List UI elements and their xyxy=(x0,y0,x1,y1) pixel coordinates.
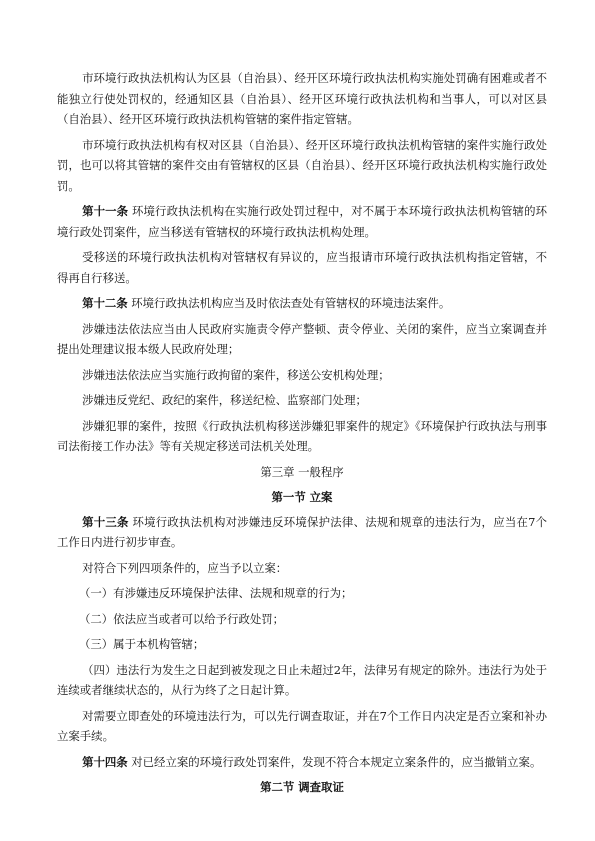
article-text: 环境行政执法机构应当及时依法查处有管辖权的环境违法案件。 xyxy=(127,296,451,310)
section-heading: 第一节 立案 xyxy=(271,489,333,504)
article-11 xyxy=(57,201,547,242)
list-item: （二）依法应当或者可以给予行政处罚； xyxy=(79,611,285,626)
paragraph: 市环境行政执法机构有权对区县（自治县）、经开区环境行政执法机构管辖的案件实施行政处罚，也可以将其管辖的案件交由有管辖权的区县（自治县）、经开区环境行政执法机构实施行政处罚。 xyxy=(57,137,547,193)
paragraph: 涉嫌违反党纪、政纪的案件，移送纪检、监察部门处理； xyxy=(82,393,367,407)
paragraph: 涉嫌违法依法应当实施行政拘留的案件，移送公安机构处理； xyxy=(82,367,390,382)
paragraph: 对需要立即查处的环境违法行为，可以先行调查取证，并在7个工作日内决定是否立案和补办立案手续。 xyxy=(57,708,547,743)
article-text: 环境行政执法机构对涉嫌违反环境保护法律、法规和规章的违法行为，应当在7个工作日内进行初步审查。 xyxy=(57,514,547,549)
section-heading: 第二节 调查取证 xyxy=(260,780,344,794)
list-item: （三）属于本机构管辖； xyxy=(79,637,205,651)
paragraph: 受移送的环境行政执法机构对管辖权有异议的，应当报请市环境行政执法机构指定管辖，不得再自行移送。 xyxy=(57,250,547,285)
article-12 xyxy=(57,293,547,314)
paragraph: 涉嫌犯罪的案件，按照《行政执法机构移送涉嫌犯罪案件的规定》《环境保护行政执法与刑事司法衔接工作办法》等有关规定移送司法机关处理。 xyxy=(57,418,547,453)
article-14 xyxy=(57,752,547,773)
article-text: 环境行政执法机构在实施行政处罚过程中，对不属于本环境行政执法机构管辖的环境行政处罚案件，应当移送有管辖权的环境行政执法机构处理。 xyxy=(57,204,547,239)
paragraph: 市环境行政执法机构认为区县（自治县）、经开区环境行政执法机构实施处罚确有困难或者不能独立行使处罚权的，经通知区县（自治县）、经开区环境行政执法机构和当事人，可以对区县（自治县）、经开区环境行政执法机构管辖的案件指定管辖。 xyxy=(57,71,547,126)
article-label: 第十三条 xyxy=(82,514,129,529)
article-text: 对已经立案的环境行政处罚案件，发现不符合本规定立案条件的，应当撤销立案。 xyxy=(127,754,542,769)
article-label: 第十四条 xyxy=(82,754,128,769)
article-label: 第十一条 xyxy=(82,204,129,218)
chapter-heading: 第三章 一般程序 xyxy=(260,464,344,479)
list-item: （一）有涉嫌违反环境保护法律、法规和规章的行为； xyxy=(79,586,353,600)
paragraph: 对符合下列四项条件的，应当予以立案： xyxy=(82,560,288,575)
document-page xyxy=(57,68,547,802)
list-item: （四）违法行为发生之日起到被发现之日止未超过2年，法律另有规定的除外。违法行为处于连续或者继续状态的，从行为终了之日起计算。 xyxy=(57,662,547,697)
paragraph: 涉嫌违法依法应当由人民政府实施责令停产整顿、责令停业、关闭的案件，应当立案调查并提出处理建议报本级人民政府处理； xyxy=(57,321,547,356)
article-label: 第十二条 xyxy=(82,296,128,310)
article-13 xyxy=(57,512,547,553)
